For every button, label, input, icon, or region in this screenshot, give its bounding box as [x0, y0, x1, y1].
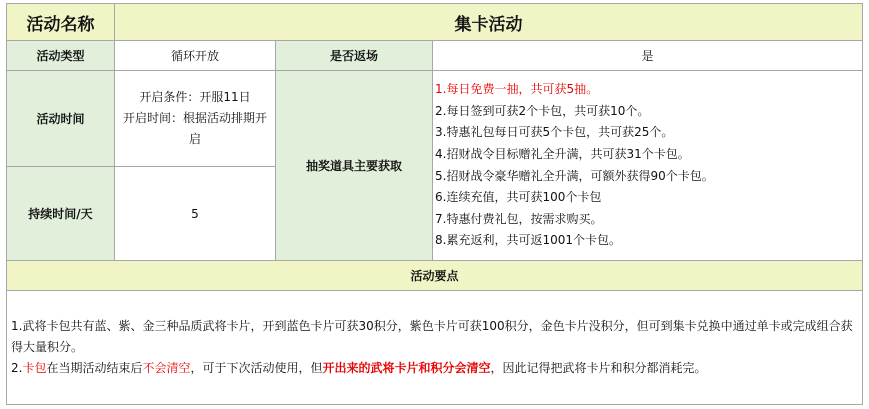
- key-points-header-row: [7, 261, 863, 291]
- time-line-3: 启: [188, 132, 201, 146]
- activity-sheet: [6, 3, 862, 405]
- duration-value: 5: [115, 167, 276, 261]
- duration-label: 持续时间/天: [7, 167, 115, 261]
- source-item-8: 8.累充返利，共可返1001个卡包。: [435, 233, 621, 248]
- draw-item-source-label: 抽奖道具主要获取: [276, 71, 433, 261]
- title-row: [7, 4, 863, 41]
- source-item-1: 1.每日免费一抽，共可获5抽。: [435, 82, 599, 97]
- return-value: 是: [433, 41, 863, 71]
- source-item-7: 7.特惠付费礼包，按需求购买。: [435, 211, 603, 226]
- key-point-2-part-1: 2.: [11, 361, 23, 375]
- key-point-2-part-3: 在当期活动结束后: [46, 361, 143, 375]
- source-item-2: 2.每日签到可获2个卡包，共可获10个。: [435, 103, 650, 118]
- activity-table: [6, 3, 863, 405]
- key-point-2-part-6: 开出来的武将卡片和积分会清空: [322, 361, 491, 375]
- draw-item-source-list: [433, 71, 863, 261]
- key-point-2-part-2: 卡包: [22, 361, 47, 375]
- activity-time-value: [115, 71, 276, 167]
- activity-type-label: 活动类型: [7, 41, 115, 71]
- key-point-2-part-4: 不会清空: [142, 361, 191, 375]
- time-line-1: 开启条件：开服11日: [139, 90, 251, 104]
- key-points-content: [7, 291, 863, 405]
- type-row: [7, 41, 863, 71]
- key-point-2-part-5: ，可于下次活动使用，但: [190, 361, 323, 375]
- source-item-5: 5.招财战令豪华赠礼全升满，可额外获得90个卡包。: [435, 168, 714, 183]
- key-point-2: [11, 358, 858, 379]
- key-point-2-part-7: ，因此记得把武将卡片和积分都消耗完。: [490, 361, 707, 375]
- activity-time-label: 活动时间: [7, 71, 115, 167]
- time-row: [7, 71, 863, 167]
- return-label: 是否返场: [276, 41, 433, 71]
- activity-type-value: 循环开放: [115, 41, 276, 71]
- time-line-2: 开启时间：根据活动排期开: [122, 111, 267, 125]
- key-point-1: 1.武将卡包共有蓝、紫、金三种品质武将卡片，开到蓝色卡片可获30积分，紫色卡片可获100积分，金色卡片没积分，但可到集卡兑换中通过单卡或完成组合获得大量积分。: [11, 319, 853, 354]
- source-item-4: 4.招财战令目标赠礼全升满，共可获31个卡包。: [435, 146, 690, 161]
- source-item-6: 6.连续充值，共可获100个卡包: [435, 190, 602, 205]
- activity-name-label: 活动名称: [7, 4, 115, 41]
- activity-name-value: 集卡活动: [115, 4, 863, 41]
- source-item-3: 3.特惠礼包每日可获5个卡包，共可获25个。: [435, 125, 674, 140]
- key-points-label: 活动要点: [7, 261, 863, 291]
- key-points-row: [7, 291, 863, 405]
